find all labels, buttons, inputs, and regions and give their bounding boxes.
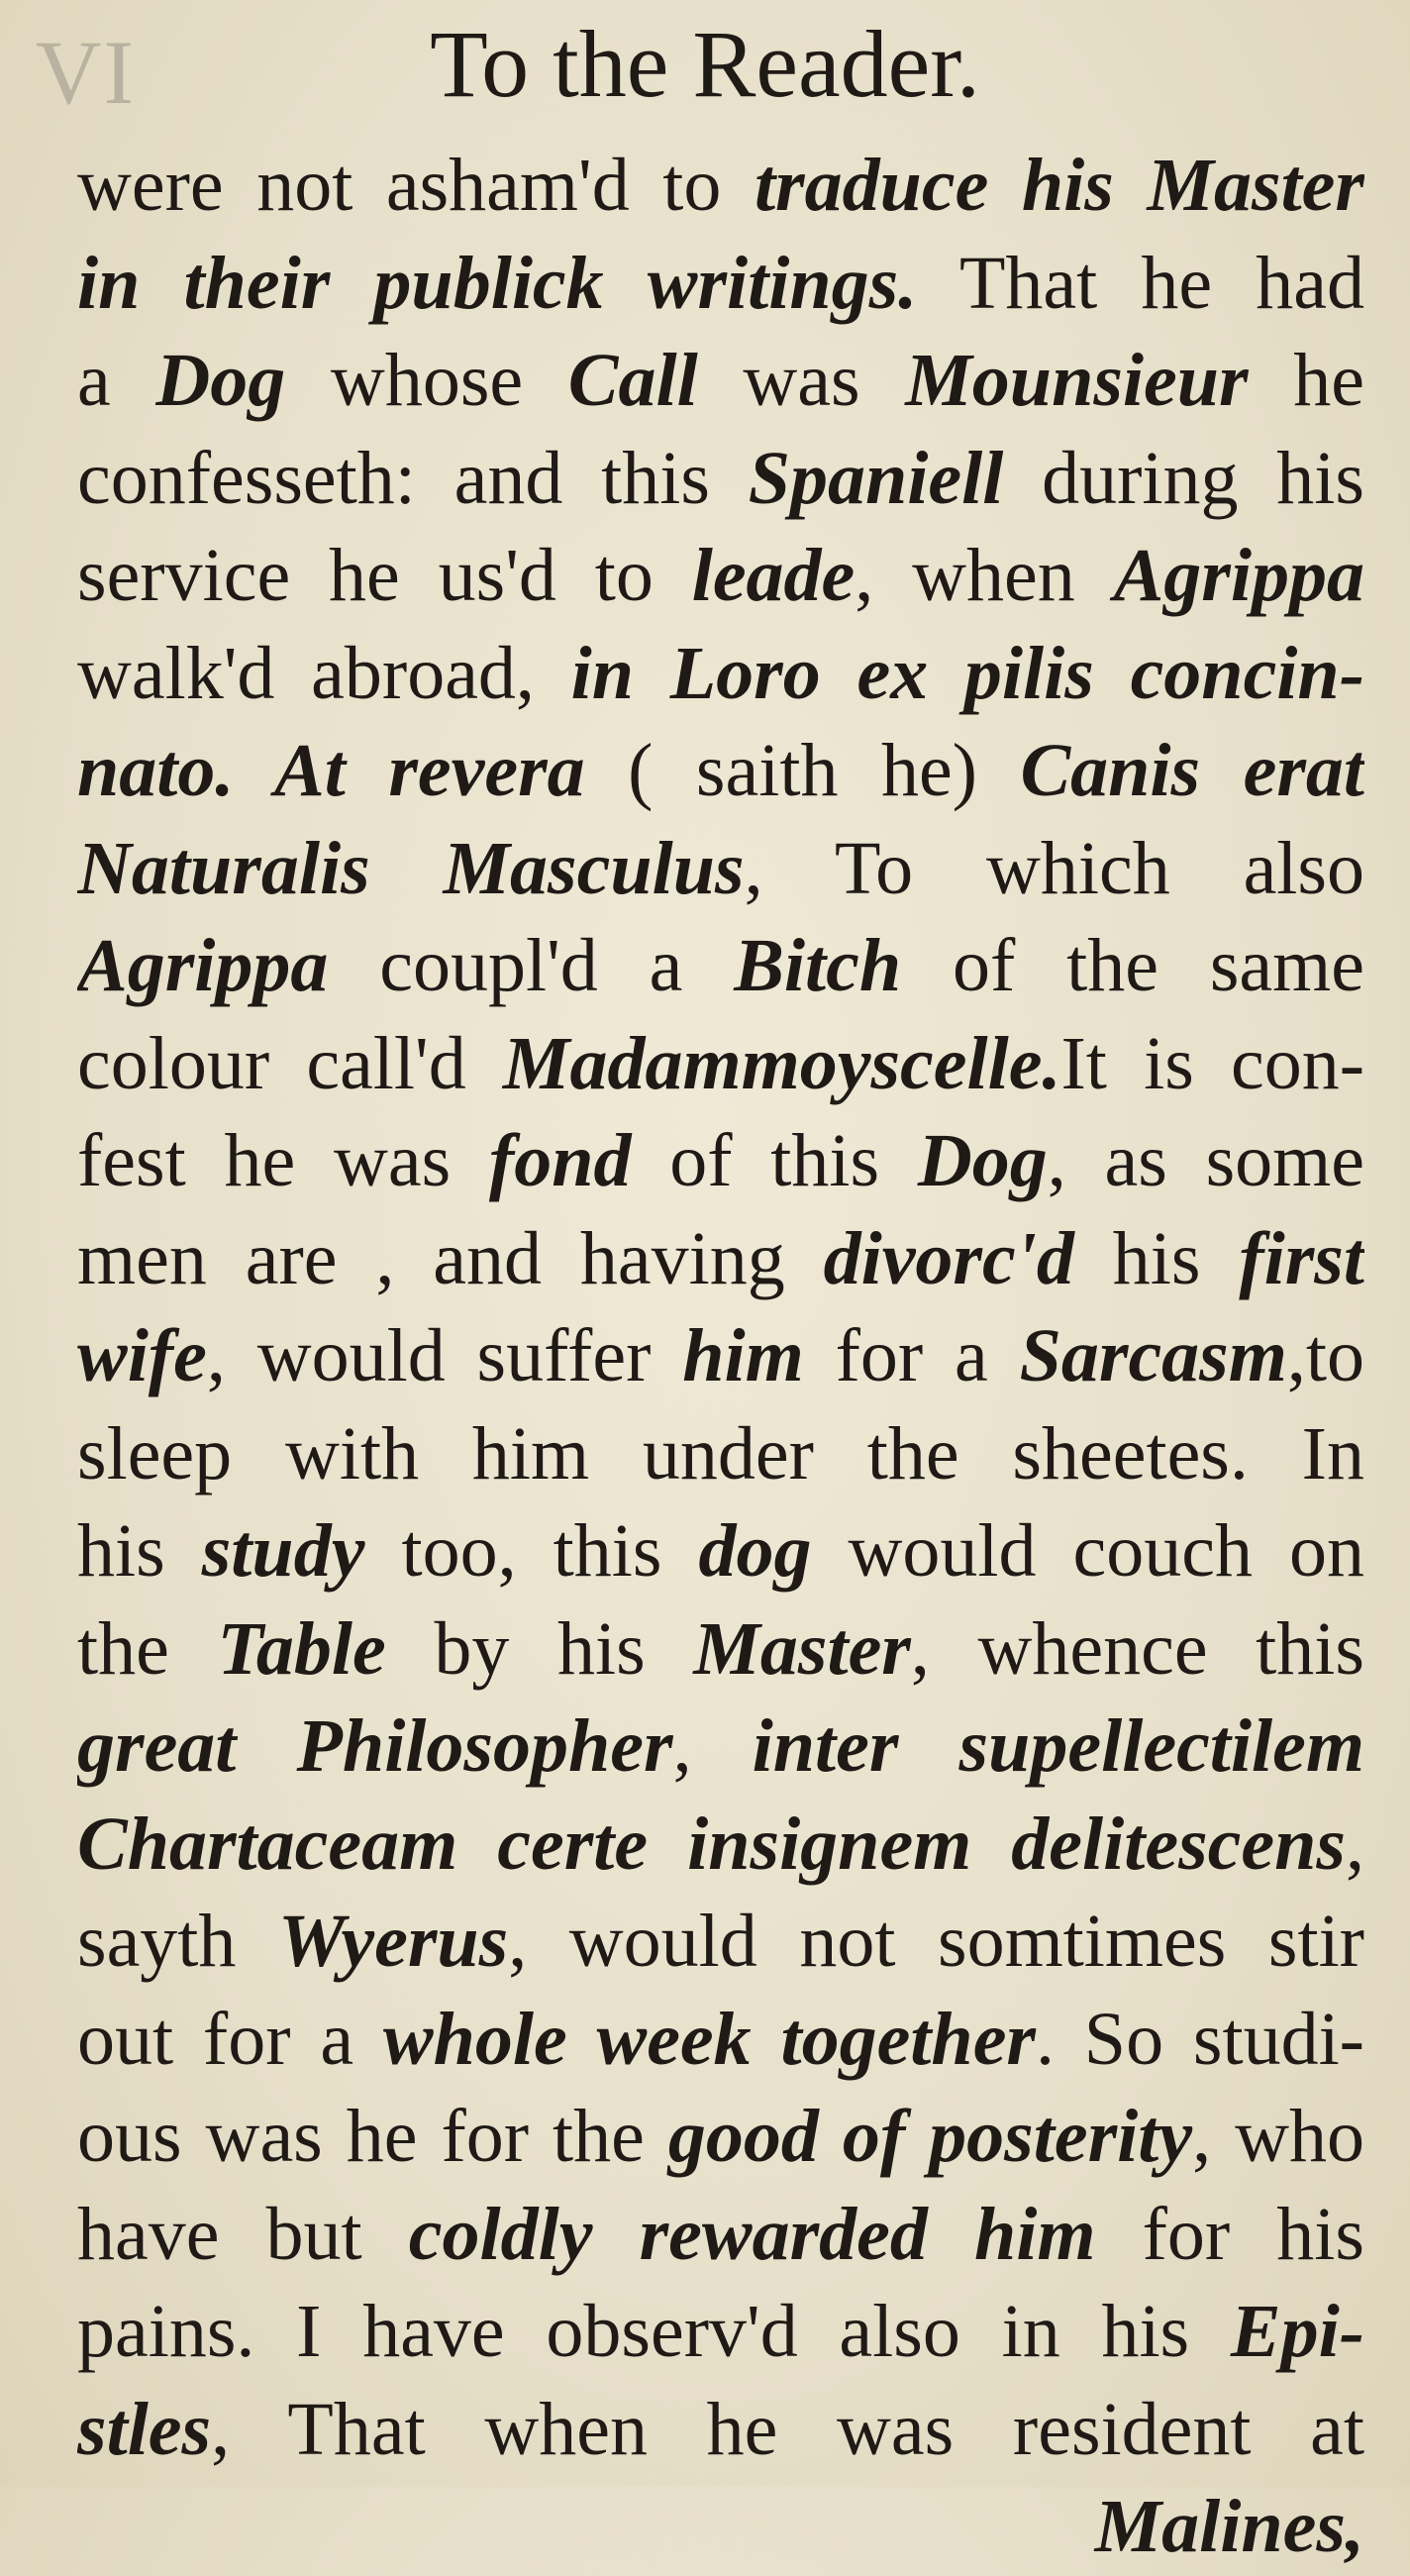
- roman-segment: , whence this: [910, 1606, 1364, 1691]
- italic-segment: Naturalis Masculus: [77, 826, 745, 910]
- text-line: [77, 1405, 1364, 1503]
- text-line: [77, 1796, 1364, 1894]
- text-line: [77, 2088, 1364, 2186]
- italic-segment: Mounsieur: [905, 339, 1249, 422]
- roman-segment: a: [77, 339, 156, 422]
- text-line: [77, 332, 1364, 430]
- roman-segment: for a: [803, 1314, 1020, 1397]
- roman-segment: his: [1073, 1216, 1240, 1300]
- roman-segment: ,to: [1286, 1314, 1364, 1397]
- roman-segment: for his: [1095, 2192, 1364, 2276]
- text-line: [77, 1210, 1364, 1308]
- roman-segment: were not asham'd to: [77, 144, 755, 227]
- italic-segment: Spaniell: [748, 436, 1004, 520]
- roman-segment: was: [697, 339, 906, 422]
- running-head: To the Reader.: [430, 11, 980, 117]
- text-line: [77, 917, 1364, 1015]
- roman-segment: , who: [1192, 2095, 1364, 2178]
- italic-segment: inter supellectilem: [752, 1704, 1364, 1788]
- italic-segment: Table: [217, 1606, 386, 1691]
- italic-segment: first: [1239, 1216, 1364, 1300]
- text-line: [77, 2186, 1364, 2284]
- italic-segment: divorc'd: [823, 1216, 1074, 1300]
- roman-segment: his: [77, 1509, 202, 1593]
- text-line: [77, 1600, 1364, 1699]
- italic-segment: Epi-: [1230, 2290, 1364, 2373]
- roman-segment: It is con-: [1060, 1021, 1364, 1105]
- text-line: [77, 1112, 1364, 1210]
- italic-segment: dog: [698, 1509, 812, 1593]
- roman-segment: fest he was: [77, 1119, 489, 1202]
- text-line: [77, 235, 1364, 333]
- italic-segment: Master: [693, 1606, 911, 1691]
- italic-segment: traduce his Master: [754, 144, 1364, 227]
- roman-segment: colour call'd: [77, 1021, 503, 1105]
- italic-segment: him: [682, 1314, 804, 1397]
- roman-segment: of the same: [901, 924, 1364, 1007]
- roman-segment: pains. I have observ'd also in his: [77, 2290, 1231, 2373]
- roman-segment: sleep with him under the sheetes. In: [77, 1411, 1364, 1495]
- roman-segment: out for a: [77, 1997, 383, 2081]
- roman-segment: by his: [385, 1606, 694, 1691]
- roman-segment: , would not somtimes stir: [508, 1900, 1364, 1983]
- italic-segment: Agrippa: [77, 924, 329, 1007]
- text-line: [77, 625, 1364, 723]
- roman-segment: men are , and having: [77, 1216, 824, 1300]
- roman-segment: whose: [285, 339, 568, 422]
- roman-segment: would couch on: [811, 1509, 1364, 1593]
- italic-segment: Canis erat: [1020, 729, 1364, 812]
- roman-segment: ,: [672, 1704, 753, 1788]
- italic-segment: stles: [77, 2387, 212, 2471]
- roman-segment: That he had: [917, 241, 1364, 325]
- text-line: [77, 1502, 1364, 1600]
- italic-segment: whole week together: [382, 1997, 1036, 2081]
- italic-segment: nato. At revera: [77, 729, 585, 812]
- roman-segment: sayth: [77, 1900, 278, 1983]
- italic-segment: Sarcasm: [1019, 1314, 1287, 1397]
- roman-segment: , To which also: [744, 826, 1364, 910]
- italic-segment: coldly rewarded him: [408, 2192, 1096, 2276]
- italic-segment: Madammoyscelle.: [502, 1021, 1061, 1105]
- italic-segment: fond: [488, 1119, 632, 1202]
- roman-segment: , would suffer: [206, 1314, 683, 1397]
- italic-segment: study: [201, 1509, 365, 1593]
- text-line: [77, 1893, 1364, 1991]
- roman-segment: of this: [631, 1119, 918, 1202]
- text-line: [77, 2381, 1364, 2479]
- italic-segment: good of posterity: [667, 2095, 1193, 2178]
- roman-segment: . So studi-: [1036, 1997, 1364, 2081]
- text-line: [77, 2478, 1364, 2576]
- text-line: [77, 430, 1364, 528]
- italic-segment: in Loro ex pilis concin-: [570, 631, 1364, 715]
- roman-segment: the: [77, 1606, 218, 1691]
- roman-segment: service he us'd to: [77, 534, 692, 617]
- roman-segment: , when: [855, 534, 1114, 617]
- italic-segment: leade: [691, 534, 856, 617]
- italic-segment: in their publick writings.: [77, 241, 918, 325]
- roman-segment: , That when he was resident at: [211, 2387, 1364, 2471]
- roman-segment: during his: [1003, 436, 1364, 520]
- italic-segment: wife: [77, 1314, 207, 1397]
- italic-segment: Wyerus: [277, 1900, 509, 1983]
- text-line: [77, 1698, 1364, 1796]
- italic-segment: Bitch: [734, 924, 902, 1007]
- roman-segment: walk'd abroad,: [77, 631, 571, 715]
- italic-segment: Malines,: [1094, 2485, 1364, 2568]
- italic-segment: Agrippa: [1113, 534, 1364, 617]
- italic-segment: Chartaceam certe insignem delitescens: [77, 1802, 1346, 1886]
- page-folio: VI: [36, 22, 137, 123]
- roman-segment: have but: [77, 2192, 409, 2276]
- italic-segment: Dog: [917, 1119, 1048, 1202]
- text-line: [77, 1015, 1364, 1113]
- roman-segment: he: [1248, 339, 1364, 422]
- roman-segment: too, this: [364, 1509, 699, 1593]
- roman-segment: ous was he for the: [77, 2095, 668, 2178]
- text-line: [77, 527, 1364, 625]
- roman-segment: coupl'd a: [328, 924, 735, 1007]
- text-line: [77, 1991, 1364, 2089]
- italic-segment: great Philosopher: [77, 1704, 673, 1788]
- roman-segment: ( saith he): [584, 729, 1021, 812]
- roman-segment: confesseth: and this: [77, 436, 749, 520]
- text-line: [77, 1307, 1364, 1405]
- text-line: [77, 820, 1364, 918]
- body-text: [77, 137, 1364, 2576]
- italic-segment: Call: [567, 339, 698, 422]
- roman-segment: ,: [1346, 1802, 1364, 1886]
- text-line: [77, 722, 1364, 820]
- italic-segment: Dog: [155, 339, 286, 422]
- roman-segment: , as some: [1047, 1119, 1364, 1202]
- text-line: [77, 137, 1364, 235]
- text-line: [77, 2283, 1364, 2381]
